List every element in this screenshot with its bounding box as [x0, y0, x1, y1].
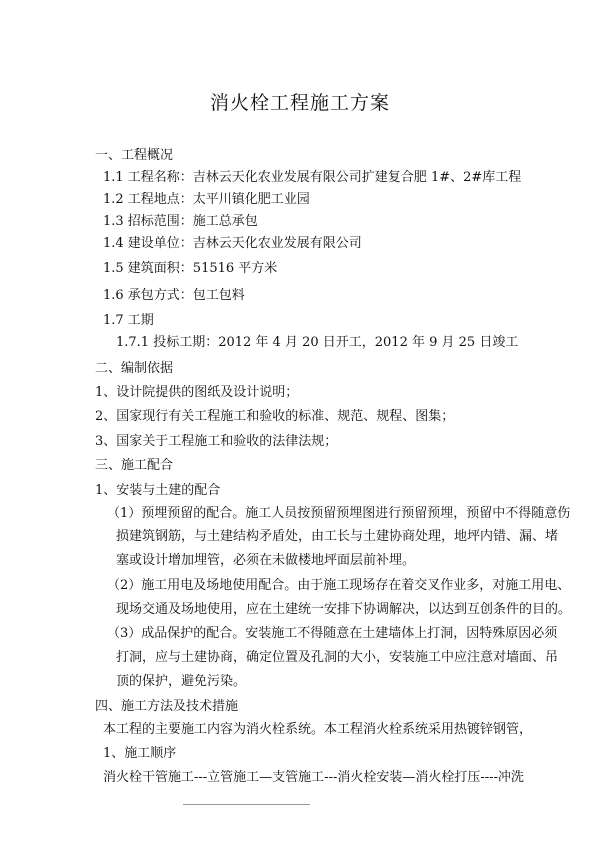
- coordination-paragraph-3-line-2: 打洞，应与土建协商，确定位置及孔洞的大小，安装施工中应注意对墙面、吊: [116, 650, 559, 665]
- section-heading-methods: 四、施工方法及技术措施: [95, 699, 239, 714]
- coordination-paragraph-2-line-2: 现场交通及场地使用，应在土建统一安排下协调解决，以达到互创条件的目的。: [116, 602, 572, 617]
- building-area-line: 1.5 建筑面积：51516 平方米: [103, 261, 278, 276]
- construction-sequence-line: 消火栓干管施工---立管施工—支管施工---消火栓安装—消火栓打压----冲洗: [103, 770, 524, 785]
- owner-line: 1.4 建设单位：吉林云天化农业发展有限公司: [103, 236, 362, 251]
- construction-sequence-heading: 1、施工顺序: [103, 746, 177, 761]
- coordination-paragraph-1-line-1: （1）预埋预留的配合。施工人员按预留预埋图进行预留预埋，预留中不得随意伤: [107, 506, 571, 521]
- methods-intro-line: 本工程的主要施工内容为消火栓系统。本工程消火栓系统采用热镀锌钢管，: [103, 722, 533, 737]
- basis-item-1: 1、设计院提供的图纸及设计说明；: [95, 385, 299, 400]
- section-heading-overview: 一、工程概况: [95, 148, 174, 163]
- bid-scope-line: 1.3 招标范围：施工总承包: [103, 214, 258, 229]
- coordination-paragraph-2-line-1: （2）施工用电及场地使用配合。由于施工现场存在着交叉作业多，对施工用电、: [107, 578, 571, 593]
- document-title: 消火栓工程施工方案: [209, 92, 390, 114]
- schedule-detail-line: 1.7.1 投标工期：2012 年 4 月 20 日开工，2012 年 9 月 25 日竣工: [116, 335, 519, 350]
- basis-item-3: 3、国家关于工程施工和验收的法律法规；: [95, 434, 338, 449]
- coordination-paragraph-3-line-3: 顶的保护，避免污染。: [116, 674, 247, 689]
- coordination-subheading: 1、安装与土建的配合: [95, 483, 221, 498]
- section-heading-basis: 二、编制依据: [95, 361, 174, 376]
- schedule-heading: 1.7 工期: [103, 313, 154, 328]
- project-name-line: 1.1 工程名称：吉林云天化农业发展有限公司扩建复合肥 1#、2#库工程: [103, 170, 522, 185]
- coordination-paragraph-1-line-2: 损建筑钢筋，与土建结构矛盾处，由工长与土建协商处理，地坪内错、漏、堵: [116, 529, 559, 544]
- basis-item-2: 2、国家现行有关工程施工和验收的标准、规范、规程、图集；: [95, 409, 455, 424]
- coordination-paragraph-1-line-3: 塞或设计增加埋管，必须在未做楼地坪面层前补埋。: [116, 553, 416, 568]
- project-location-line: 1.2 工程地点：太平川镇化肥工业园: [103, 192, 310, 207]
- coordination-paragraph-3-line-1: （3）成品保护的配合。安装施工不得随意在土建墙体上打洞，因特殊原因必须: [107, 626, 558, 641]
- footer-divider: [183, 804, 310, 805]
- section-heading-coordination: 三、施工配合: [95, 458, 174, 473]
- contract-method-line: 1.6 承包方式：包工包料: [103, 288, 245, 303]
